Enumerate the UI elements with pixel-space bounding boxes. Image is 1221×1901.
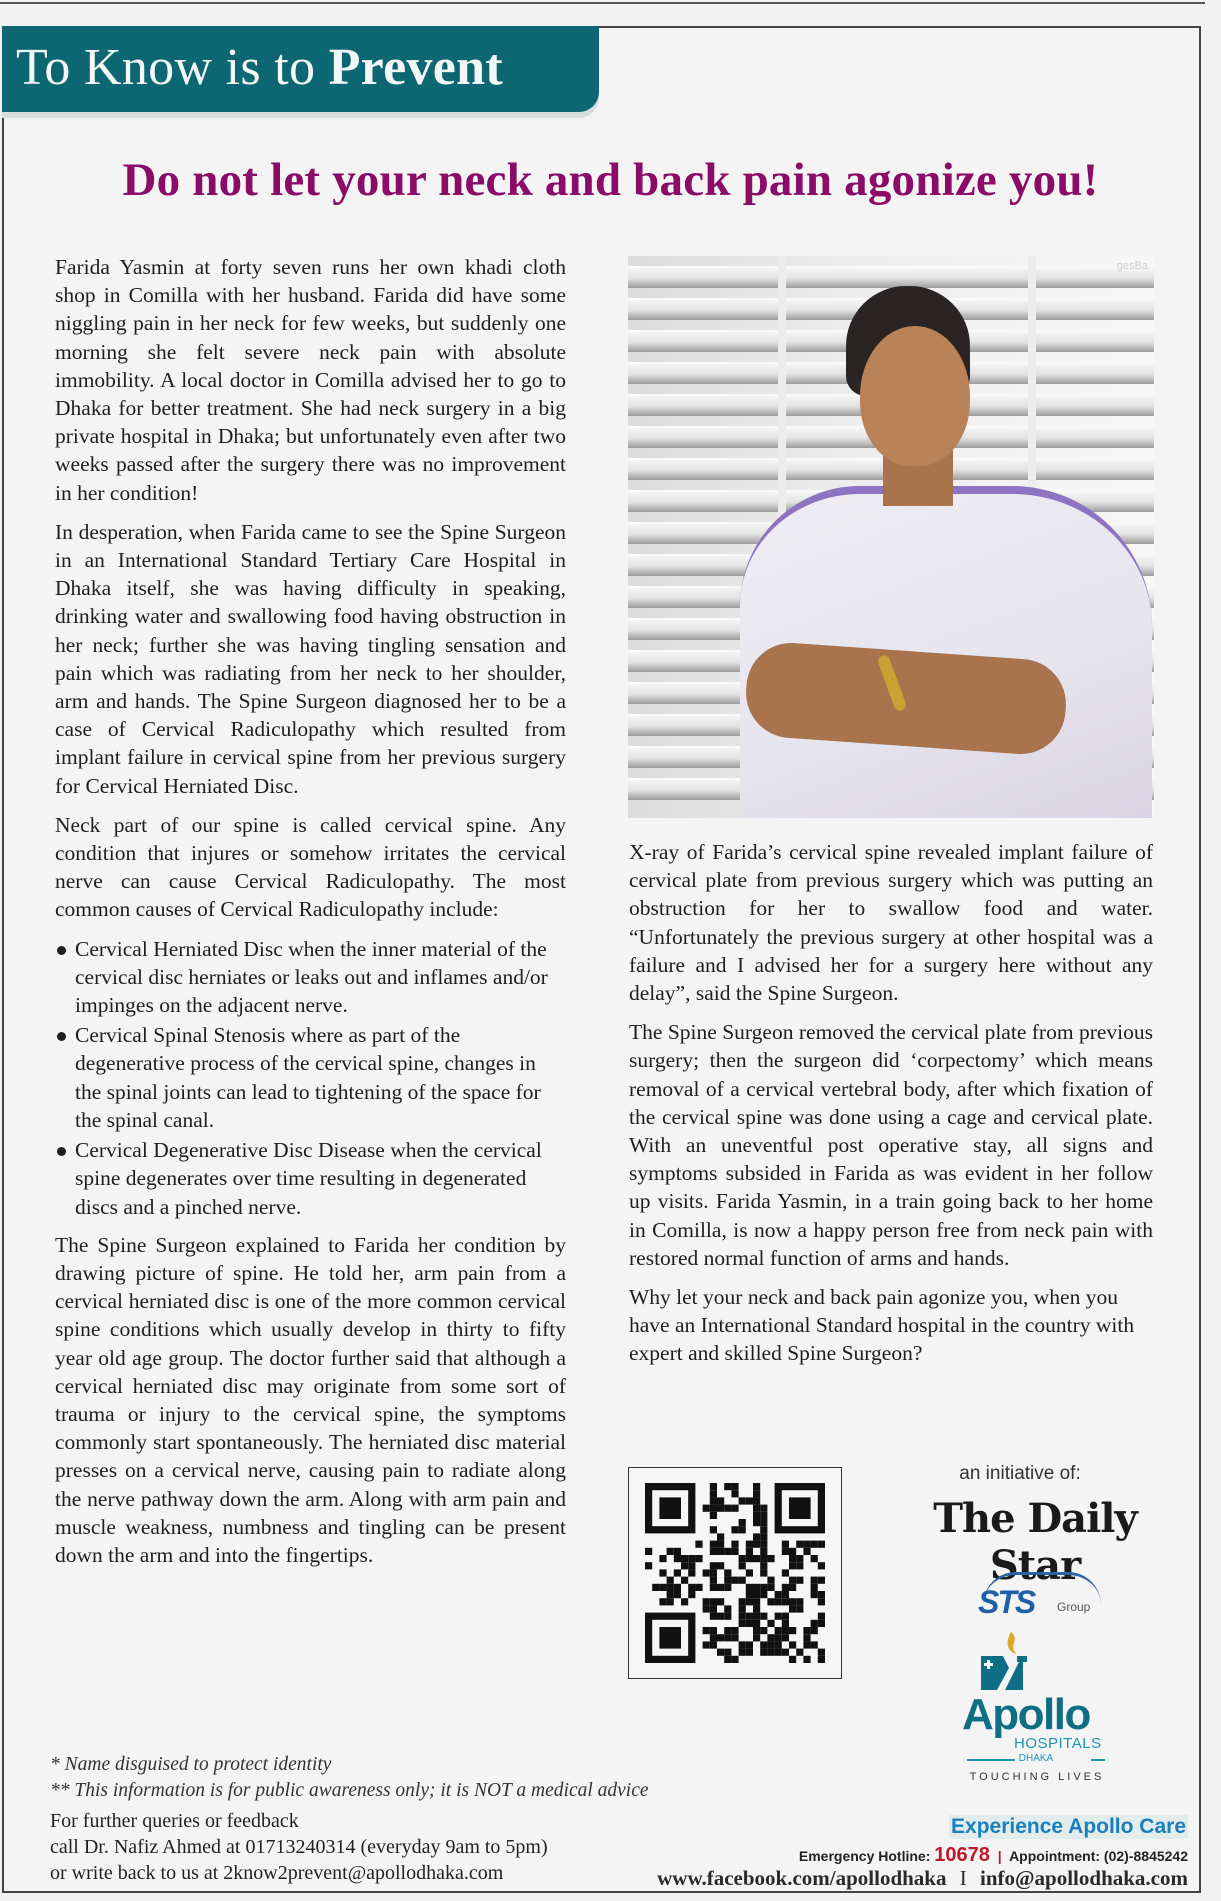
apollo-care-tagline: Experience Apollo Care bbox=[951, 1815, 1186, 1838]
list-item bbox=[55, 1021, 566, 1134]
paragraph: X-ray of Farida’s cervical spine revealed implant failure of cervical plate from previous surgery which was putting an obstruction for her to swallow food and water. “Unfortunately the previous surgery at other hospital was a failure and I advised her for a surgery here without any delay”, said the Spine Surgeon. bbox=[629, 840, 1153, 1006]
qr-code[interactable] bbox=[628, 1467, 842, 1679]
apollo-city-label: DHAKA bbox=[967, 1753, 1105, 1764]
hotline-number[interactable]: 10678 bbox=[934, 1844, 990, 1866]
list-item bbox=[55, 935, 566, 1020]
patient-photo bbox=[628, 256, 1154, 818]
list-item-text: Cervical Degenerative Disc Disease when the cervical spine degenerates over time resulting in degenerated discs and a pinched nerve. bbox=[75, 1138, 542, 1219]
sts-wordmark: STS bbox=[978, 1584, 1035, 1620]
bullet-icon bbox=[57, 1147, 66, 1156]
hotline-line bbox=[799, 1844, 1188, 1867]
contact-info bbox=[50, 1808, 548, 1886]
facebook-link[interactable]: www.facebook.com/apollodhaka bbox=[657, 1866, 947, 1890]
top-rule bbox=[0, 2, 1205, 4]
list-item bbox=[55, 1136, 566, 1221]
paragraph: The Spine Surgeon explained to Farida her condition by drawing picture of spine. He told her, arm pain from a cervical herniated disc is one of the more common cervical spine conditions which usually develop in thirty to fifty year old age group. The doctor further said that although a cervical herniated disc may originate from some sort of trauma or injury to the cervical spine, the symptoms commonly start spontaneously. The herniated disc material presses on a cervical nerve, causing pain to radiate along the nerve pathway down the arm. Along with arm pain and muscle weakness, numbness and tingling can be present down the arm and into the fingertips. bbox=[55, 1232, 566, 1567]
contact-phone: call Dr. Nafiz Ahmed at 01713240314 (everyday 9am to 5pm) bbox=[50, 1836, 548, 1858]
hotline-label: Emergency Hotline: bbox=[798, 1848, 931, 1864]
face bbox=[860, 326, 970, 466]
contact-email[interactable]: or write back to us at 2know2prevent@apollodhaka.com bbox=[50, 1862, 504, 1884]
qr-code-icon bbox=[643, 1483, 827, 1663]
section-banner bbox=[2, 26, 599, 112]
banner-title-bold: Prevent bbox=[328, 39, 503, 96]
footnote: ** This information is for public awareness only; it is NOT a medical advice bbox=[50, 1780, 649, 1801]
paragraph: Why let your neck and back pain agonize you, when you have an International Standard hospital in the country with expert and skilled Spine Surgeon? bbox=[629, 1285, 1135, 1366]
list-item-text: Cervical Herniated Disc when the inner material of the cervical disc herniates or leaks out and inflames and/or impinges on the adjacent nerve. bbox=[75, 936, 548, 1018]
email-link[interactable]: info@apollodhaka.com bbox=[980, 1866, 1188, 1890]
appointment-number[interactable]: Appointment: (02)-8845242 bbox=[1009, 1848, 1188, 1864]
contact-line: For further queries or feedback bbox=[50, 1810, 299, 1832]
photo-watermark: gesBa bbox=[1116, 260, 1148, 272]
separator: I bbox=[959, 1866, 967, 1890]
apollo-hospitals-label: HOSPITALS bbox=[1014, 1735, 1102, 1752]
sts-group-label: Group bbox=[1057, 1600, 1091, 1614]
bullet-icon bbox=[57, 946, 66, 955]
bullet-icon bbox=[57, 1032, 66, 1041]
daily-star-logo: The Daily Star bbox=[933, 1495, 1137, 1589]
list-item-text: Cervical Spinal Stenosis where as part of the degenerative process of the cervical spine, changes in the spinal joints can lead to tightening of the space for the spinal canal. bbox=[75, 1023, 541, 1132]
apollo-tagline: TOUCHING LIVES bbox=[969, 1771, 1105, 1783]
sts-group-logo bbox=[975, 1572, 1105, 1627]
right-column bbox=[629, 838, 1153, 1379]
causes-list bbox=[55, 935, 566, 1221]
footnotes bbox=[50, 1752, 649, 1804]
initiative-label: an initiative of: bbox=[959, 1463, 1081, 1484]
banner-title bbox=[16, 38, 503, 97]
web-links bbox=[657, 1866, 1188, 1891]
headline: Do not let your neck and back pain agonize you! bbox=[122, 154, 1099, 206]
separator: | bbox=[997, 1848, 1002, 1864]
footnote: * Name disguised to protect identity bbox=[50, 1754, 332, 1775]
apollo-wordmark: Apollo bbox=[962, 1690, 1090, 1739]
paragraph: Farida Yasmin at forty seven runs her own khadi cloth shop in Comilla with her husband. Farida did have some niggling pain in her neck for few weeks, but suddenly one morning she felt severe neck pain with absolute immobility. A local doctor in Comilla advised her to go to Dhaka for better treatment. She had neck surgery in a big private hospital in Dhaka; but unfortunately even after two weeks passed after the surgery there was no improvement in her condition! bbox=[55, 255, 566, 505]
paragraph: Neck part of our spine is called cervical spine. Any condition that injures or somehow irritates the cervical nerve can cause Cervical Radiculopathy. The most common causes of Cervical Radiculopathy include: bbox=[55, 812, 566, 922]
left-column bbox=[55, 253, 566, 1580]
paragraph: The Spine Surgeon removed the cervical plate from previous surgery; then the surgeon did ‘corpectomy’ which means removal of a cervical vertebral body, after which fixation of the cervical spine was done using a cage and cervical plate. With an uneventful post operative stay, all signs and symptoms subsided in Farida as was evident in her follow up visits. Farida Yasmin, in a train going back to her home in Comilla, is now a happy person free from neck pain with restored normal function of arms and hands. bbox=[629, 1020, 1153, 1270]
banner-title-regular: To Know is to bbox=[16, 39, 316, 96]
paragraph: In desperation, when Farida came to see the Spine Surgeon in an International Standard Tertiary Care Hospital in Dhaka itself, she was having difficulty in speaking, drinking water and swallowing food having obstruction in her neck; further she was having tingling sensation and pain which was radiating from her neck to her shoulder, arm and hands. The Spine Surgeon diagnosed her to be a case of Cervical Radiculopathy which resulted from implant failure in cervical spine from her previous surgery for Cervical Herniated Disc. bbox=[55, 519, 566, 798]
